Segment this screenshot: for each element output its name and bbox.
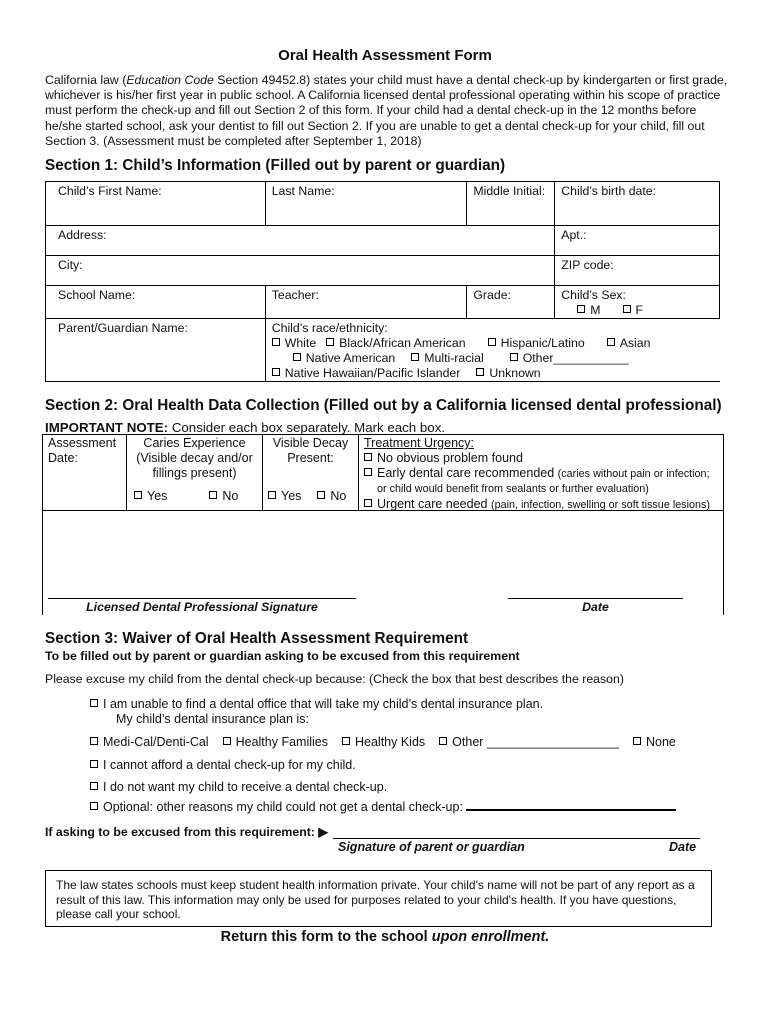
decay-yes-checkbox[interactable] [268,491,276,499]
last-name-label: Last Name: [271,184,335,198]
waiver-option-insurance [90,697,543,727]
intro-text-post: Section 49452.8) states your child must have a dental check-up by kindergarten or first grade, whichever is his/her first year in public school. A California licensed dental professional operating within his scope of practice must perform the check-up and fill out Section 2 of this form. If your child had a dental check-up in the 12 months before he/she started school, ask your dentist to fill out Section 2. If you are unable to get a dental check-up for your child, fill out Section 3. (Assessment must be completed after September 1, 2018) [45,73,728,148]
city-field[interactable] [46,256,555,286]
race-native-checkbox[interactable] [293,353,301,361]
race-white-checkbox[interactable] [272,338,280,346]
parent-name-label: Parent/Guardian Name: [58,321,188,335]
sex-m-checkbox[interactable] [577,305,585,313]
section1-table [45,181,720,382]
caries-no-label: No [222,489,239,503]
parent-date-label: Date [669,840,697,854]
afford-label: I cannot afford a dental check-up for my child. [103,758,356,772]
return-emphasis: upon enrollment. [431,929,550,945]
intro-code: Education Code [126,73,214,87]
race-asian-checkbox[interactable] [607,338,615,346]
grade-field[interactable] [467,286,555,319]
school-name-field[interactable] [46,286,266,319]
plan-healthy-families-checkbox[interactable] [223,737,231,745]
caries-label-3: fillings present) [152,466,237,480]
race-unknown-label: Unknown [489,366,541,380]
insurance-checkbox[interactable] [90,699,98,707]
plan-other-checkbox[interactable] [439,737,447,745]
urgency-label: Treatment Urgency: [364,436,474,450]
assessment-date-label: Date: [48,451,78,465]
caries-no-checkbox[interactable] [209,491,217,499]
plan-other-label: Other ___________________ [452,735,619,749]
parent-signature-line[interactable] [333,838,700,839]
caries-field [127,436,262,481]
school-name-label: School Name: [58,288,136,302]
teacher-field[interactable] [265,286,467,319]
apt-field[interactable] [555,226,720,256]
important-note [45,420,445,435]
dental-date-label: Date [582,600,609,614]
race-field [265,319,719,382]
race-multi-label: Multi-racial [424,351,484,365]
refuse-label: I do not want my child to receive a dental check-up. [103,780,388,794]
race-multi-checkbox[interactable] [411,353,419,361]
race-other-label: Other___________ [522,351,629,365]
waiver-instructions: Please excuse my child from the dental check-up because: (Check the box that best describes the reason) [45,672,624,686]
form-title: Oral Health Assessment Form [278,47,492,64]
address-field[interactable] [46,226,555,256]
plan-healthy-kids-checkbox[interactable] [342,737,350,745]
plan-none-checkbox[interactable] [633,737,641,745]
insurance-plan-label: My child’s dental insurance plan is: [116,712,309,726]
assessment-date-field[interactable] [48,436,116,466]
sex-m-label: M [590,303,601,317]
other-reason-input[interactable] [466,797,676,811]
race-label: Child’s race/ethnicity: [271,321,388,335]
waiver-option-afford [90,758,356,772]
section3-subheading: To be filled out by parent or guardian asking to be excused from this requirement [45,649,520,663]
decay-options [268,489,346,503]
excuse-row [45,825,328,839]
urgency-none-checkbox[interactable] [364,453,372,461]
dental-date-line[interactable] [508,598,683,614]
race-asian-label: Asian [619,336,651,350]
plan-healthy-kids-label: Healthy Kids [354,735,426,749]
waiver-option-refuse [90,780,387,794]
waiver-option-other [90,797,676,814]
race-native-label: Native American [305,351,396,365]
race-hawaiian-checkbox[interactable] [272,368,280,376]
intro-paragraph [45,73,735,149]
caries-yes-checkbox[interactable] [134,491,142,499]
insurance-plan-options [90,735,676,749]
refuse-checkbox[interactable] [90,782,98,790]
urgency-early-checkbox[interactable] [364,468,372,476]
address-label: Address: [58,228,107,242]
zip-field[interactable] [555,256,720,286]
plan-healthy-families-label: Healthy Families [235,735,328,749]
other-reason-label: Optional: other reasons my child could not get a dental check-up: [103,800,463,814]
section1-heading: Section 1: Child’s Information (Filled out by parent or guardian) [45,157,506,174]
plan-none-label: None [646,735,676,749]
sex-f-checkbox[interactable] [623,305,631,313]
middle-initial-label: Middle Initial: [473,184,546,198]
important-note-label: IMPORTANT NOTE: [45,420,169,435]
race-other-checkbox[interactable] [510,353,518,361]
decay-label-2: Present: [287,451,334,465]
assessment-label: Assessment [48,436,117,450]
city-label: City: [58,258,83,272]
urgency-none-label: No obvious problem found [377,451,523,465]
urgency-early-note-2: or child would benefit from sealants or further evaluation) [377,483,649,495]
grade-label: Grade: [473,288,511,302]
caries-label-1: Caries Experience [143,436,246,450]
caries-label-2: (Visible decay and/or [136,451,253,465]
birth-date-field[interactable] [555,182,720,226]
excuse-label: If asking to be excused from this requirement: [45,825,315,839]
dental-signature-label: Licensed Dental Professional Signature [86,600,318,614]
race-hispanic-checkbox[interactable] [488,338,496,346]
important-note-text: Consider each box separately. Mark each box. [171,420,446,435]
decay-no-checkbox[interactable] [317,491,325,499]
urgency-urgent-label: Urgent care needed [377,497,488,511]
middle-initial-field[interactable] [467,182,555,226]
first-name-label: Child’s First Name: [58,184,162,198]
section2-heading: Section 2: Oral Health Data Collection (Filled out by a California licensed dental professional) [45,397,722,414]
urgency-urgent-checkbox[interactable] [364,499,372,507]
teacher-label: Teacher: [271,288,319,302]
plan-medi-checkbox[interactable] [90,737,98,745]
race-white-label: White [284,336,317,350]
first-name-field[interactable] [46,182,266,226]
sex-f-label: F [635,303,644,317]
urgency-early-label: Early dental care recommended [377,466,555,480]
race-black-checkbox[interactable] [326,338,334,346]
urgency-urgent-note: (pain, infection, swelling or soft tissue lesions) [490,499,711,511]
parent-signature-label: Signature of parent or guardian [338,840,525,854]
decay-label-1: Visible Decay [272,436,349,450]
race-unknown-checkbox[interactable] [476,368,484,376]
birth-date-label: Child’s birth date: [561,184,657,198]
parent-name-field[interactable] [46,319,266,382]
race-hispanic-label: Hispanic/Latino [500,336,585,350]
intro-text-pre: California law ( [45,73,127,87]
decay-no-label: No [330,489,347,503]
last-name-field[interactable] [265,182,467,226]
caries-yes-label: Yes [147,489,168,503]
other-reason-checkbox[interactable] [90,802,98,810]
return-text: Return this form to the school [220,929,432,945]
zip-label: ZIP code: [561,258,614,272]
plan-medi-label: Medi-Cal/Denti-Cal [103,735,209,749]
sex-label: Child’s Sex: [561,288,626,302]
urgency-early-note-1: (caries without pain or infection; [557,468,710,480]
col-divider-3 [358,434,359,510]
arrow-right-icon: ▶ [318,825,328,839]
visible-decay-field [263,436,358,466]
afford-checkbox[interactable] [90,760,98,768]
section3-heading: Section 3: Waiver of Oral Health Assessment Requirement [45,630,469,647]
dental-signature-line[interactable] [48,598,356,614]
sex-field [555,286,720,319]
decay-yes-label: Yes [281,489,302,503]
apt-label: Apt.: [561,228,587,242]
caries-options [134,489,238,503]
race-hawaiian-label: Native Hawaiian/Pacific Islander [284,366,461,380]
privacy-notice: The law states schools must keep student health information private. Your child's name will not be part of any report as a result of this law. This information may only be used for purposes related to your child's health. If you have questions, please call your school. [45,870,712,927]
race-black-label: Black/African American [339,336,466,350]
return-instructions [0,929,770,945]
treatment-urgency-field [364,436,724,513]
insurance-label: I am unable to find a dental office that will take my child’s dental insurance plan. [103,697,544,711]
